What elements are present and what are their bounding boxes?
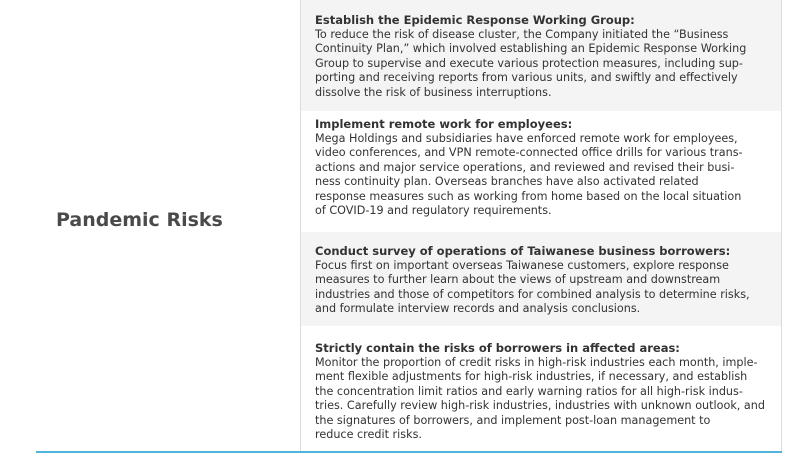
measure-title: Strictly contain the risks of borrowers in affected areas: [315,341,680,355]
measure-line: actions and major service operations, and reviewed and revised their busi- [315,160,735,174]
measure-line: of COVID-19 and regulatory requirements. [315,204,552,217]
measure-line: Focus first on important overseas Taiwanese customers, explore response [315,258,729,272]
category-cell [36,0,300,453]
measure-line: Mega Holdings and subsidiaries have enforced remote work for employees, [315,131,738,145]
measure-line: Group to supervise and execute various protection measures, including sup- [315,56,743,70]
measure-line: porting and receiving reports from various units, and swiftly and effectively [315,71,738,84]
measure-title: Establish the Epidemic Response Working Group: [315,13,635,27]
measure-line: Monitor the proportion of credit risks in high-risk industries each month, imple- [315,355,758,369]
measure-line: video conferences, and VPN remote-connected office drills for various trans- [315,146,743,159]
measure-line: the signatures of borrowers, and implement post-loan management to [315,413,711,427]
measure-row-contain-risks [301,326,781,451]
measure-line: ness continuity plan. Overseas branches have also activated related [315,175,699,188]
measure-line: Continuity Plan,” which involved establishing an Epidemic Response Working [315,42,747,55]
table-bottom-rule [36,451,782,453]
measure-title: Implement remote work for employees: [315,117,573,131]
measure-body [315,132,771,219]
measure-body [315,28,771,101]
measure-line: and formulate interview records and analysis conclusions. [315,302,641,315]
risk-table [36,0,782,453]
measure-line: ment flexible adjustments for high-risk industries, if necessary, and establish [315,370,748,383]
measure-line: the concentration limit ratios and early warning ratios for all high-risk indus- [315,384,743,398]
measure-line: response measures such as working from home based on the local situation [315,189,742,203]
table-right-border [781,0,782,453]
measure-row-epidemic-group [301,0,781,111]
measure-body [315,259,771,317]
measure-line: To reduce the risk of disease cluster, the Company initiated the “Business [315,27,729,41]
measure-line: industries and those of competitors for combined analysis to determine risks, [315,287,750,301]
measure-line: tries. Carefully review high-risk industries, industries with unknown outlook, and [315,399,765,412]
measure-row-remote-work [301,111,781,232]
measure-body [315,356,771,443]
measure-line: reduce credit risks. [315,428,422,441]
measure-line: measures to further learn about the views of upstream and downstream [315,273,721,286]
category-label: Pandemic Risks [56,209,223,231]
measure-line: dissolve the risk of business interruptions. [315,85,552,99]
measure-title: Conduct survey of operations of Taiwanese business borrowers: [315,244,731,258]
measure-row-survey [301,232,781,326]
